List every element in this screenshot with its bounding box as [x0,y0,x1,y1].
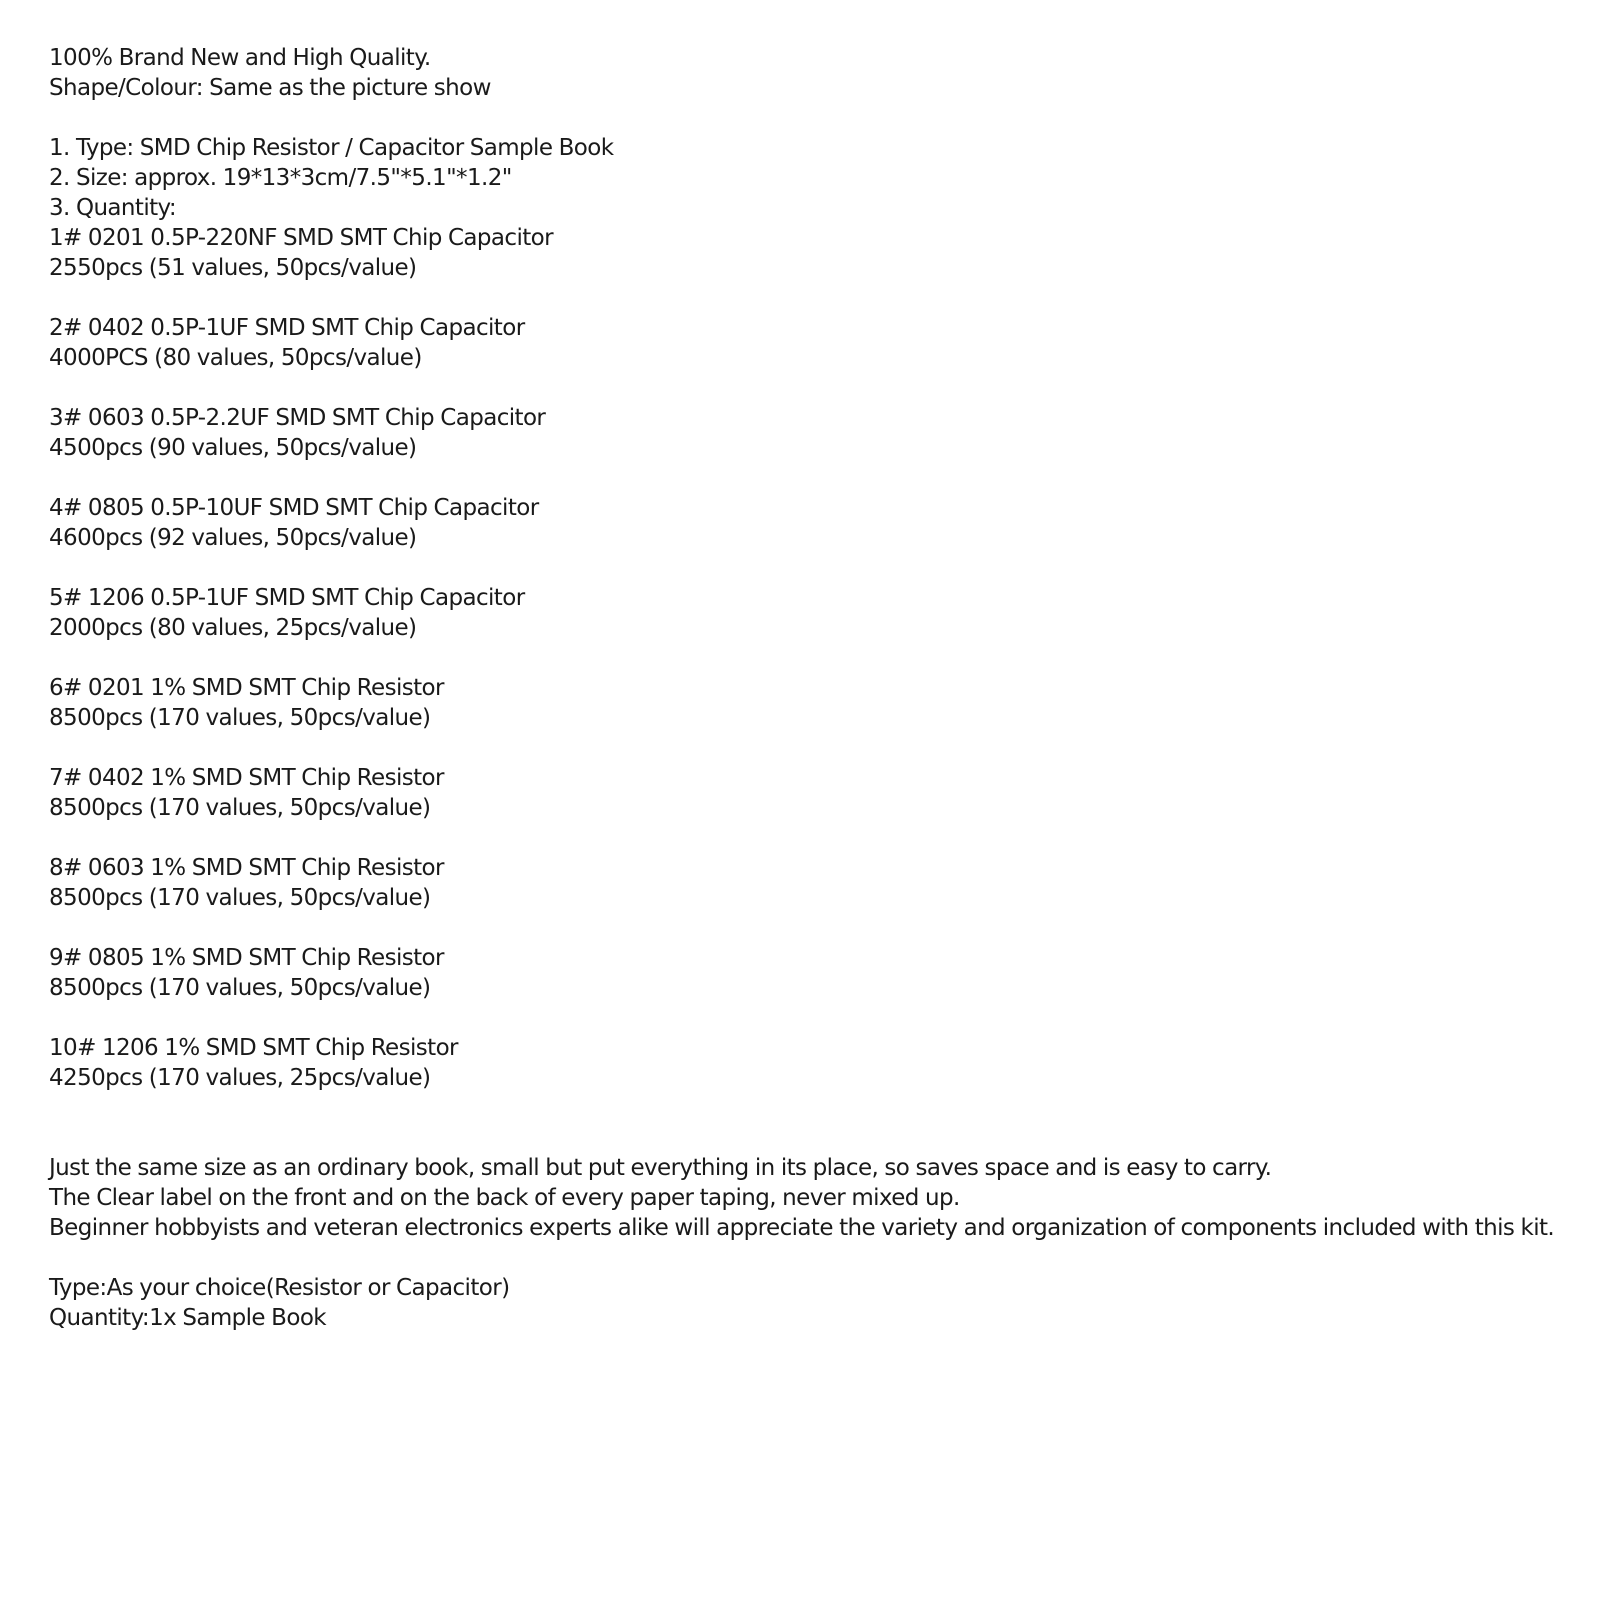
item-detail: 4600pcs (92 values, 50pcs/value) [49,525,417,551]
intro-quality-line: 100% Brand New and High Quality. [49,45,431,71]
spec-size: 2. Size: approx. 19*13*3cm/7.5"*5.1"*1.2" [49,165,512,191]
item-detail: 4250pcs (170 values, 25pcs/value) [49,1065,431,1091]
spacer [49,1123,1579,1153]
description-audience-line: Beginner hobbyists and veteran electronics experts alike will appreciate the variety and organization of components included with this kit. [49,1215,1555,1241]
spacer [49,643,1579,673]
item-title: 7# 0402 1% SMD SMT Chip Resistor [49,765,444,791]
footer-quantity-line: Quantity:1x Sample Book [49,1305,327,1331]
item-title: 1# 0201 0.5P-220NF SMD SMT Chip Capacitor [49,225,553,251]
product-description-document [49,43,1579,1333]
list-item [49,583,1579,673]
item-detail: 4000PCS (80 values, 50pcs/value) [49,345,422,371]
spacer [49,1003,1579,1033]
list-item [49,763,1579,853]
spacer [49,283,1579,313]
list-item [49,853,1579,943]
spacer [49,1093,1579,1123]
item-title: 10# 1206 1% SMD SMT Chip Resistor [49,1035,458,1061]
item-detail: 8500pcs (170 values, 50pcs/value) [49,975,431,1001]
item-detail: 2000pcs (80 values, 25pcs/value) [49,615,417,641]
spacer [49,1243,1579,1273]
list-item [49,1033,1579,1093]
item-title: 9# 0805 1% SMD SMT Chip Resistor [49,945,444,971]
spacer [49,373,1579,403]
list-item [49,943,1579,1033]
spec-type: 1. Type: SMD Chip Resistor / Capacitor Sample Book [49,135,614,161]
item-detail: 8500pcs (170 values, 50pcs/value) [49,885,431,911]
spacer [49,103,1579,133]
spacer [49,553,1579,583]
item-list [49,223,1579,1093]
item-detail: 2550pcs (51 values, 50pcs/value) [49,255,417,281]
intro-shape-line: Shape/Colour: Same as the picture show [49,75,491,101]
spacer [49,463,1579,493]
spacer [49,733,1579,763]
list-item [49,403,1579,493]
list-item [49,673,1579,763]
item-detail: 8500pcs (170 values, 50pcs/value) [49,705,431,731]
spacer [49,823,1579,853]
list-item [49,313,1579,403]
item-title: 4# 0805 0.5P-10UF SMD SMT Chip Capacitor [49,495,539,521]
footer-type-line: Type:As your choice(Resistor or Capacitor) [49,1275,510,1301]
item-detail: 4500pcs (90 values, 50pcs/value) [49,435,417,461]
description-label-line: The Clear label on the front and on the back of every paper taping, never mixed up. [49,1185,960,1211]
item-title: 3# 0603 0.5P-2.2UF SMD SMT Chip Capacitor [49,405,546,431]
list-item [49,223,1579,313]
item-title: 8# 0603 1% SMD SMT Chip Resistor [49,855,444,881]
description-size-line: Just the same size as an ordinary book, small but put everything in its place, so saves space and is easy to carry. [49,1155,1272,1181]
item-title: 5# 1206 0.5P-1UF SMD SMT Chip Capacitor [49,585,525,611]
item-title: 2# 0402 0.5P-1UF SMD SMT Chip Capacitor [49,315,525,341]
item-detail: 8500pcs (170 values, 50pcs/value) [49,795,431,821]
spacer [49,913,1579,943]
spec-quantity-heading: 3. Quantity: [49,195,177,221]
item-title: 6# 0201 1% SMD SMT Chip Resistor [49,675,444,701]
list-item [49,493,1579,583]
